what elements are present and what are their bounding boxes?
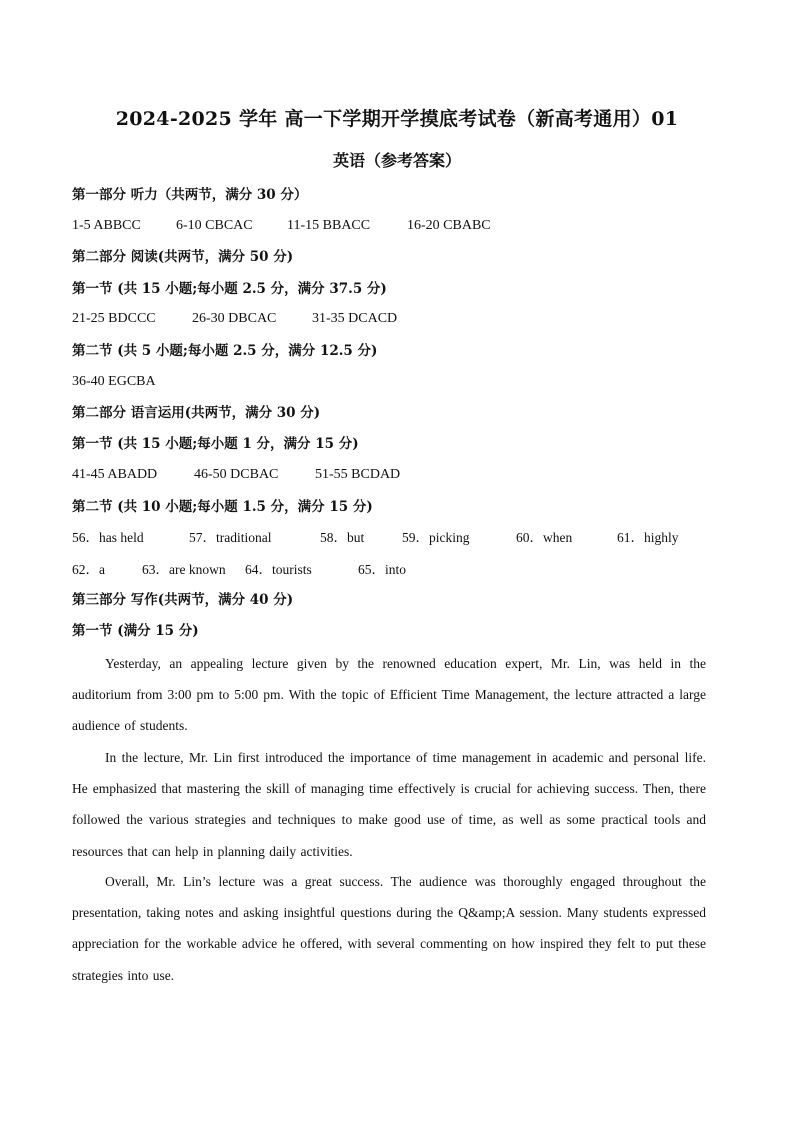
- listening-heading: 第一部分 听力（共两节，满分 30 分）: [72, 187, 308, 203]
- reading-section1-heading: 第一节 (共 15 小题;每小题 2.5 分，满分 37.5 分): [72, 281, 387, 297]
- answer-group: 6-10 CBCAC: [176, 218, 253, 233]
- answer-group: 41-45 ABADD: [72, 467, 158, 482]
- language-section1-heading: 第一节 (共 15 小题;每小题 1 分，满分 15 分): [72, 436, 359, 452]
- answer-item: 57．traditional: [189, 530, 272, 545]
- answer-group: 11-15 BBACC: [287, 218, 371, 233]
- page-subtitle: 英语（参考答案）: [332, 151, 461, 170]
- writing-section1-heading: 第一节 (满分 15 分): [72, 623, 199, 639]
- page-title: 2024-2025 学年 高一下学期开学摸底考试卷（新高考通用）01: [115, 108, 679, 130]
- language-section2-heading: 第二节 (共 10 小题;每小题 1.5 分，满分 15 分): [72, 499, 373, 515]
- language-heading: 第二部分 语言运用(共两节，满分 30 分): [72, 405, 321, 421]
- answer-item: 62．a: [72, 562, 105, 577]
- essay-paragraph-1: Yesterday, an appealing lecture given by the renowned education expert, Mr. Lin, was held in the auditorium from 3:00 pm to 5:00 pm. With the topic of Efficient Time Management, the lecture attracted a large audience of students.: [72, 656, 706, 734]
- answer-item: 65．into: [358, 562, 407, 577]
- reading-section1-answers: [72, 309, 397, 329]
- answer-item: 56．has held: [72, 530, 144, 545]
- answer-group: 26-30 DBCAC: [192, 311, 277, 326]
- writing-heading: 第三部分 写作(共两节，满分 40 分): [72, 592, 294, 608]
- answer-group: 51-55 BCDAD: [315, 467, 401, 482]
- reading-section2-answers: [72, 372, 156, 392]
- essay-paragraph-2: In the lecture, Mr. Lin first introduced the importance of time management in academic and personal life. He emphasized that mastering the skill of managing time effectively is crucial for achieving success. Then, there followed the various strategies and techniques to make good use of time, as well as some practical tools and resources that can help in planning daily activities.: [72, 750, 706, 859]
- answer-item: 59．picking: [402, 530, 470, 545]
- answer-group: 46-50 DCBAC: [194, 467, 279, 482]
- language-section2-row2: [72, 560, 406, 580]
- answer-item: 58．but: [320, 530, 365, 545]
- answer-item: 64．tourists: [245, 562, 312, 577]
- answer-item: 60．when: [516, 530, 573, 545]
- answer-group: 21-25 BDCCC: [72, 311, 156, 326]
- answer-group: 1-5 ABBCC: [72, 218, 141, 233]
- language-section2-row1: [72, 528, 679, 548]
- answer-group: 36-40 EGCBA: [72, 374, 156, 389]
- listening-answers: [72, 216, 491, 236]
- answer-item: 61．highly: [617, 530, 679, 545]
- reading-section2-heading: 第二节 (共 5 小题;每小题 2.5 分，满分 12.5 分): [72, 343, 378, 359]
- answer-item: 63．are known: [142, 562, 226, 577]
- answer-group: 31-35 DCACD: [312, 311, 398, 326]
- reading-heading: 第二部分 阅读(共两节，满分 50 分): [72, 249, 294, 265]
- language-section1-answers: [72, 465, 400, 485]
- essay-paragraph-3: Overall, Mr. Lin’s lecture was a great success. The audience was thoroughly engaged throughout the presentation, taking notes and asking insightful questions during the Q&amp;A session. Many students expressed appreciation for the workable advice he offered, with several commenting on how inspired they felt to put these strategies into use.: [72, 874, 706, 983]
- answer-group: 16-20 CBABC: [407, 218, 491, 233]
